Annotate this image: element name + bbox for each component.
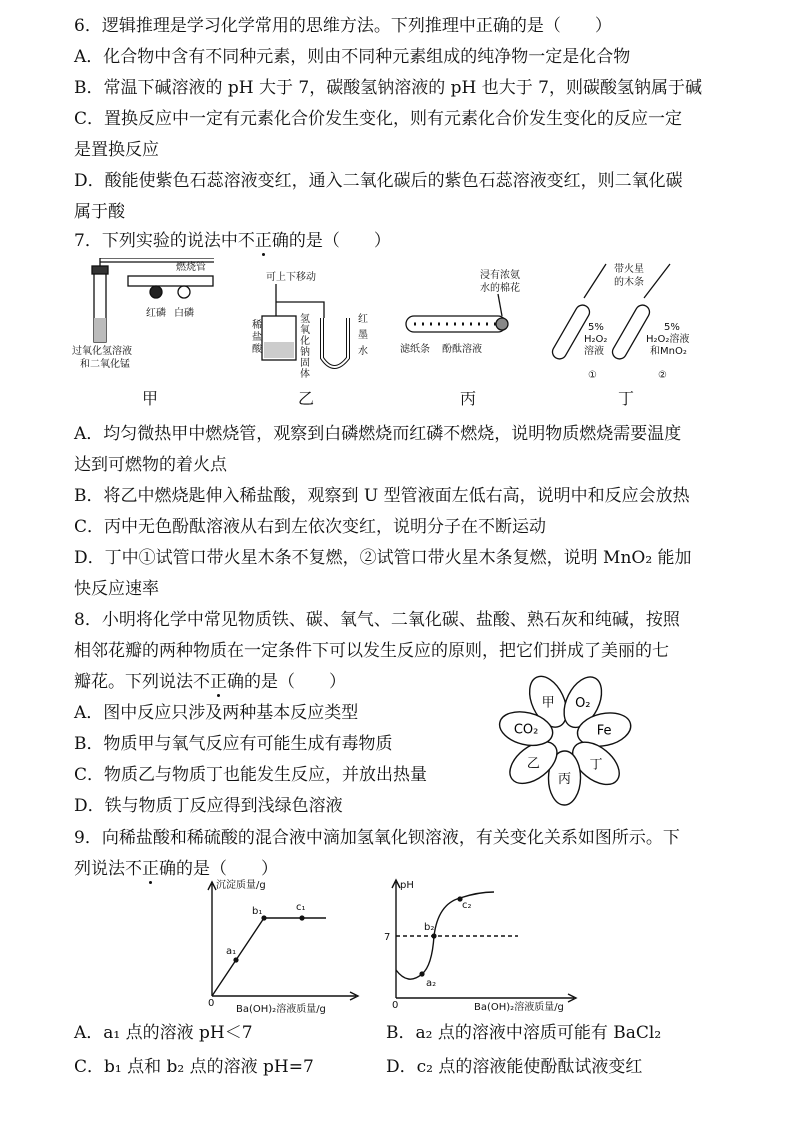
label-a1: a₁ (226, 946, 237, 957)
q6-stem: 6．逻辑推理是学习化学常用的思维方法。下列推理中正确的是（ ） (74, 16, 612, 36)
point-b2 (431, 933, 436, 938)
q7-stem-pre: 7．下列实验的说法中 (74, 231, 238, 251)
label-b1: b₁ (252, 906, 263, 917)
graph2-x-label: Ba(OH)₂溶液质量/g (474, 1002, 564, 1013)
jia-red-label: 红磷 (146, 308, 166, 319)
petal-label: O₂ (575, 696, 591, 712)
yi-ink-1: 红 (358, 314, 368, 325)
yi-acid-2: 盐 (252, 332, 262, 343)
q8-stem-1: 8．小明将化学中常见物质铁、碳、氧气、二氧化碳、盐酸、熟石灰和纯碱，按照 (74, 610, 680, 630)
yi-naoh-3: 化 (300, 336, 310, 347)
yi-ink-3: 水 (358, 346, 368, 357)
yi-naoh-2: 氧 (300, 325, 310, 336)
label-b2: b₂ (424, 922, 435, 933)
graph2-origin: 0 (392, 1000, 399, 1011)
caption-jia: 甲 (142, 389, 159, 408)
ding-tube-1-number: ① (588, 370, 597, 381)
precipitate-curve (212, 918, 326, 996)
q7-stem (74, 229, 391, 253)
q8-stem-emphasis: 不正确 (193, 672, 244, 692)
q7-option-d: D．丁中①试管口带火星木条不复燃，②试管口带火星木条复燃，说明 MnO₂ 能加 (74, 548, 692, 568)
graph2-y-label: pH (400, 880, 414, 891)
ding-splint-2: 的木条 (614, 277, 644, 288)
q9-option-d: D．c₂ 点的溶液能使酚酞试液变红 (386, 1057, 643, 1077)
caption-ding: 丁 (618, 389, 635, 408)
label-c2: c₂ (462, 900, 472, 911)
precipitate-mass-graph (196, 876, 366, 1016)
petal-label: 丁 (589, 757, 603, 773)
q6-option-d: D．酸能使紫色石蕊溶液变红，通入二氧化碳后的紫色石蕊溶液变红，则二氧化碳 (74, 171, 683, 191)
q7-option-a-cont: 达到可燃物的着火点 (74, 455, 227, 475)
q8-option-c: C．物质乙与物质丁也能发生反应，并放出热量 (74, 765, 428, 785)
q7-stem-post: 的是（ ） (288, 231, 391, 251)
q6-option-a: A．化合物中含有不同种元素，则由不同种元素组成的纯净物一定是化合物 (74, 47, 631, 67)
jia-bottom-label-2: 和二氧化锰 (80, 359, 130, 370)
q9-option-c: C．b₁ 点和 b₂ 点的溶液 pH=7 (74, 1057, 314, 1077)
graph2-seven-label: 7 (384, 932, 391, 943)
bing-cotton-1: 浸有浓氨 (480, 270, 520, 281)
caption-yi: 乙 (298, 389, 315, 408)
q8-option-d: D．铁与物质丁反应得到浅绿色溶液 (74, 796, 343, 816)
point-a1 (233, 957, 238, 962)
petal-label: CO₂ (513, 722, 539, 738)
jia-bottom-label-1: 过氧化氢溶液 (72, 346, 132, 357)
graph1-y-label: 沉淀质量/g (216, 880, 266, 891)
q6-option-d-cont: 属于酸 (74, 202, 125, 222)
bing-phenol-label: 酚酞溶液 (442, 344, 482, 355)
q9-stem-post: 的是（ ） (176, 859, 278, 879)
point-a2 (419, 971, 424, 976)
petal-label: Fe (596, 723, 612, 739)
yi-ink-2: 墨 (358, 330, 368, 341)
q8-stem-post: 的是（ ） (244, 672, 346, 692)
graph1-x-label: Ba(OH)₂溶液质量/g (236, 1004, 326, 1015)
q7-option-c: C．丙中无色酚酞溶液从右到左依次变红，说明分子在不断运动 (74, 517, 547, 537)
apparatus-yi (252, 270, 368, 380)
seven-petal-flower (490, 668, 640, 808)
petal-label: 丙 (557, 771, 572, 787)
q6-option-b: B．常温下碱溶液的 pH 大于 7，碳酸氢钠溶液的 pH 也大于 7，则碳酸氢钠属于碱 (74, 78, 702, 98)
point-c1 (299, 915, 304, 920)
bing-paper-label: 滤纸条 (400, 344, 430, 355)
yi-naoh-4: 钠 (300, 347, 310, 358)
ph-graph (378, 874, 578, 1016)
caption-bing: 丙 (460, 389, 477, 408)
apparatus-jia (72, 258, 214, 370)
yi-naoh-5: 固 (300, 358, 310, 369)
q8-option-b: B．物质甲与氧气反应有可能生成有毒物质 (74, 734, 393, 754)
q7-option-a: A．均匀微热甲中燃烧管，观察到白磷燃烧而红磷不燃烧，说明物质燃烧需要温度 (74, 424, 682, 444)
q8-stem-2: 相邻花瓣的两种物质在一定条件下可以发生反应的原则，把它们拼成了美丽的七 (74, 641, 669, 661)
apparatus-bing (400, 268, 520, 355)
q6-option-c-cont: 是置换反应 (74, 140, 159, 160)
ding1-conc: 5% (588, 322, 604, 333)
bing-cotton-2: 水的棉花 (480, 283, 520, 294)
q9-stem-1: 9．向稀盐酸和稀硫酸的混合液中滴加氢氧化钡溶液，有关变化关系如图所示。下 (74, 828, 680, 848)
q7-apparatus-figure (66, 258, 746, 408)
ding2-conc: 5% (664, 322, 680, 333)
ding1-formula: H₂O₂ (584, 334, 608, 345)
jia-tube-label: 燃烧管 (176, 262, 206, 273)
apparatus-ding (550, 262, 689, 381)
yi-acid-1: 稀 (252, 320, 262, 331)
q7-option-d-cont: 快反应速率 (74, 579, 159, 599)
q9-stem-pre: 列说法 (74, 859, 125, 879)
graph1-origin: 0 (208, 998, 215, 1009)
yi-acid-3: 酸 (252, 344, 262, 355)
ding2-catalyst: 和MnO₂ (650, 346, 687, 357)
ding2-formula: H₂O₂溶液 (646, 334, 690, 345)
ding1-solution: 溶液 (584, 346, 604, 357)
ding-tube-2-number: ② (658, 370, 667, 381)
jia-white-label: 白磷 (174, 308, 194, 319)
yi-naoh-6: 体 (300, 369, 310, 380)
label-c1: c₁ (296, 902, 306, 913)
q7-option-b: B．将乙中燃烧匙伸入稀盐酸，观察到 U 型管液面左低右高，说明中和反应会放热 (74, 486, 690, 506)
yi-move-label: 可上下移动 (266, 272, 316, 283)
q9-option-b: B．a₂ 点的溶液中溶质可能有 BaCl₂ (386, 1023, 662, 1043)
yi-naoh-1: 氢 (300, 314, 310, 325)
q8-stem-pre: 瓣花。下列说法 (74, 672, 193, 692)
q9-stem-emphasis: 不正确 (125, 859, 176, 879)
petal-label: 乙 (526, 756, 540, 772)
ding-splint-1: 带火星 (614, 264, 644, 275)
q7-stem-emphasis: 不正确 (237, 231, 289, 251)
q8-option-a: A．图中反应只涉及两种基本反应类型 (74, 703, 359, 723)
q9-option-a: A．a₁ 点的溶液 pH＜7 (74, 1023, 253, 1043)
q6-option-c: C．置换反应中一定有元素化合价发生变化，则有元素化合价发生变化的反应一定 (74, 109, 683, 129)
label-a2: a₂ (426, 978, 437, 989)
petal-label: 甲 (541, 695, 555, 711)
q8-stem-3 (74, 670, 346, 694)
